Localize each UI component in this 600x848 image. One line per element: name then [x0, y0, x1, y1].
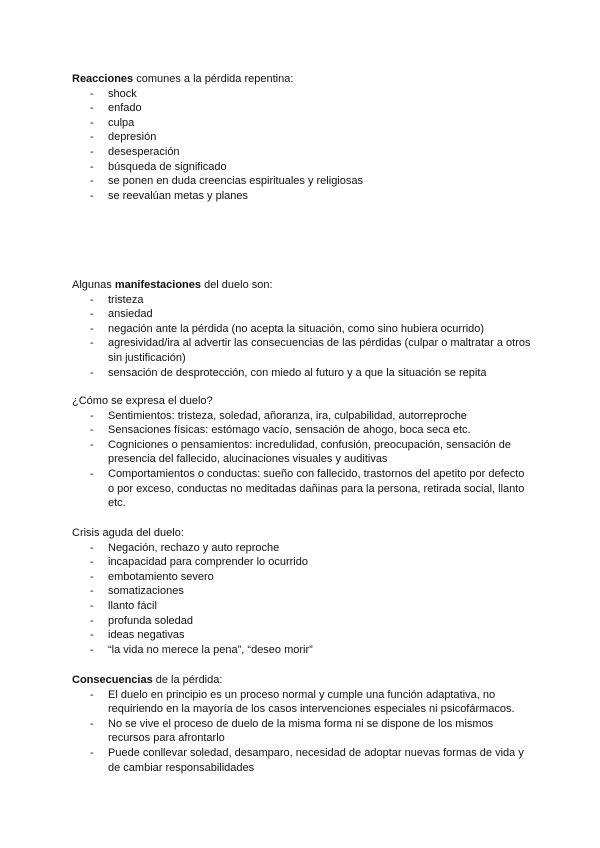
list-item: - ansiedad — [72, 307, 532, 322]
heading-bold: Reacciones — [72, 73, 134, 85]
list-item: - negación ante la pérdida (no acepta la situación, como sino hubiera ocurrido) — [72, 322, 532, 337]
reacciones-list — [72, 87, 532, 204]
list-item: - culpa — [72, 116, 532, 131]
section-heading — [72, 673, 532, 688]
list-item: - se ponen en duda creencias espirituales y religiosas — [72, 174, 532, 189]
list-item: - Sensaciones físicas: estómago vacío, sensación de ahogo, boca seca etc. — [72, 423, 532, 438]
list-item: - somatizaciones — [72, 584, 532, 599]
list-item: - llanto fácil — [72, 599, 532, 614]
section-heading — [72, 278, 532, 293]
list-item: - Sentimientos: tristeza, soledad, añoranza, ira, culpabilidad, autorreproche — [72, 409, 532, 424]
list-item: - desesperación — [72, 145, 532, 160]
heading-text: comunes a la pérdida repentina: — [133, 73, 294, 85]
section-heading: Crisis aguda del duelo: — [72, 527, 184, 539]
section-heading: ¿Cómo se expresa el duelo? — [72, 395, 213, 407]
section-manifestaciones — [72, 278, 532, 380]
list-item: - sensación de desprotección, con miedo al futuro y a que la situación se repita — [72, 366, 532, 381]
list-item: - búsqueda de significado — [72, 160, 532, 175]
list-item: - ideas negativas — [72, 628, 532, 643]
list-item: - profunda soledad — [72, 614, 532, 629]
section-reacciones — [72, 72, 532, 203]
list-item: - Comportamientos o conductas: sueño con fallecido, trastornos del apetito por defecto o por exceso, conductas no meditadas dañinas para la persona, retirada social, llanto etc. — [72, 467, 532, 511]
list-item: - El duelo en principio es un proceso normal y cumple una función adaptativa, no requiriendo en la mayoría de los casos intervenciones especiales ni psicofármacos. — [72, 688, 532, 717]
list-item: - embotamiento severo — [72, 570, 532, 585]
heading-text: de la pérdida: — [152, 674, 223, 686]
list-item: - shock — [72, 87, 532, 102]
list-item: - tristeza — [72, 293, 532, 308]
consecuencias-list — [72, 688, 532, 776]
heading-prefix: Algunas — [72, 279, 115, 291]
section-crisis — [72, 526, 532, 657]
list-item: - Cogniciones o pensamientos: incredulidad, confusión, preocupación, sensación de presencia del fallecido, alucinaciones visuales y auditivas — [72, 438, 532, 467]
section-expresion — [72, 394, 532, 511]
expresion-list — [72, 409, 532, 511]
list-item: - Puede conllevar soledad, desamparo, necesidad de adoptar nuevas formas de vida y de cambiar responsabilidades — [72, 746, 532, 775]
list-item: - depresión — [72, 130, 532, 145]
heading-text: del duelo son: — [201, 279, 273, 291]
heading-bold: Consecuencias — [72, 674, 153, 686]
list-item: - agresividad/ira al advertir las consecuencias de las pérdidas (culpar o maltratar a otros sin justificación) — [72, 336, 532, 365]
list-item: - Negación, rechazo y auto reproche — [72, 541, 532, 556]
manifestaciones-list — [72, 293, 532, 381]
crisis-list — [72, 541, 532, 658]
list-item: - “la vida no merece la pena”, “deseo morir” — [72, 643, 532, 658]
list-item: - incapacidad para comprender lo ocurrido — [72, 555, 532, 570]
list-item: - enfado — [72, 101, 532, 116]
section-heading — [72, 72, 532, 87]
list-item: - No se vive el proceso de duelo de la misma forma ni se dispone de los mismos recursos para afrontarlo — [72, 717, 532, 746]
list-item: - se reevalúan metas y planes — [72, 189, 532, 204]
section-consecuencias — [72, 673, 532, 775]
heading-bold: manifestaciones — [114, 279, 202, 291]
